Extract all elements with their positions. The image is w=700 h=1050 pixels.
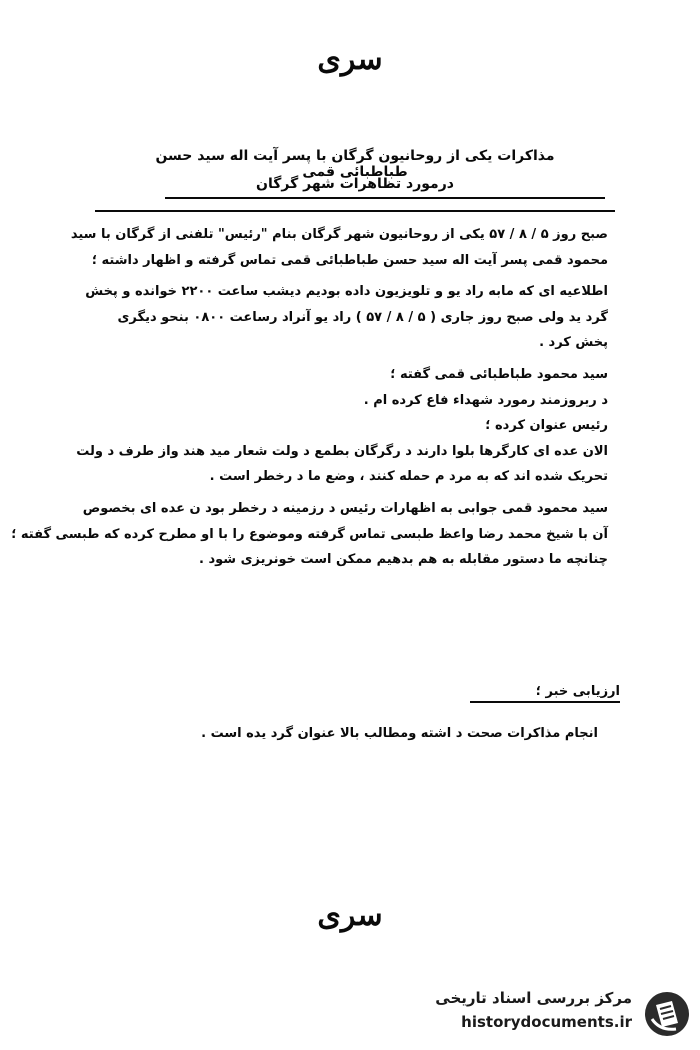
- body-line: پخش کرد .: [539, 335, 608, 351]
- evaluation-text: انجام مذاکرات صحت د اشته ومطالب بالا عنوان گرد یده است .: [201, 726, 598, 741]
- body-line: سید محمود قمی جوابی به اظهارات رئیس د رزمینه د رخطر بود ن عده ای بخصوص: [82, 500, 608, 516]
- document-body: [11, 222, 608, 573]
- title-underline: [165, 197, 605, 199]
- document-title: مذاکرات یکی از روحانیون گرگان با پسر آیت اله سید حسن طباطبائی قمی: [155, 148, 555, 180]
- classification-top: سری: [317, 42, 383, 77]
- watermark-title: مرکز بررسی اسناد تاریخی: [435, 989, 632, 1007]
- header-divider: [95, 210, 615, 212]
- classification-bottom: سری: [317, 898, 383, 933]
- body-line: الان عده ای کارگرها بلوا دارند د رگرگان بطمع د ولت شعار مید هند واز طرف د ولت: [76, 443, 608, 459]
- watermark-url: historydocuments.ir: [461, 1013, 632, 1031]
- body-line: چنانچه ما دستور مقابله به هم بدهیم ممکن است خونریزی شود .: [199, 552, 608, 568]
- body-line: آن با شیخ محمد رضا واعظ طبسی تماس گرفته وموضوع را با او مطرح کرده که طبسی گفته ؛: [11, 526, 608, 542]
- body-line: د ربروزمند رمورد شهداء فاع کرده ام .: [363, 392, 608, 408]
- evaluation-label: ارزیابی خبر ؛: [470, 684, 620, 703]
- archive-logo-icon: [642, 989, 692, 1039]
- body-line: تحریک شده اند که به مرد م حمله کنند ، وضع ما د رخطر است .: [209, 469, 608, 485]
- body-line: محمود قمی پسر آیت اله سید حسن طباطبائی قمی تماس گرفته و اظهار داشته ؛: [91, 252, 608, 268]
- body-line: صبح روز ۵ / ۸ / ۵۷ یکی از روحانیون شهر گرگان بنام "رئیس" تلفنی از گرگان با سید: [70, 227, 608, 242]
- body-line: رئیس عنوان کرده ؛: [485, 418, 608, 434]
- watermark: [410, 985, 696, 1043]
- body-line: اطلاعیه ای که مابه راد یو و تلویزیون داده بودیم دیشب ساعت ۲۲۰۰ خوانده و پخش: [85, 284, 608, 300]
- body-line: سید محمود طباطبائی قمی گفته ؛: [390, 366, 608, 382]
- body-line: گرد ید ولی صبح روز جاری ( ۵ / ۸ / ۵۷ ) راد یو آنراد رساعت ۰۸۰۰ بنحو دیگری: [117, 309, 608, 325]
- document-subtitle: درمورد تظاهرات شهر گرگان: [256, 176, 454, 192]
